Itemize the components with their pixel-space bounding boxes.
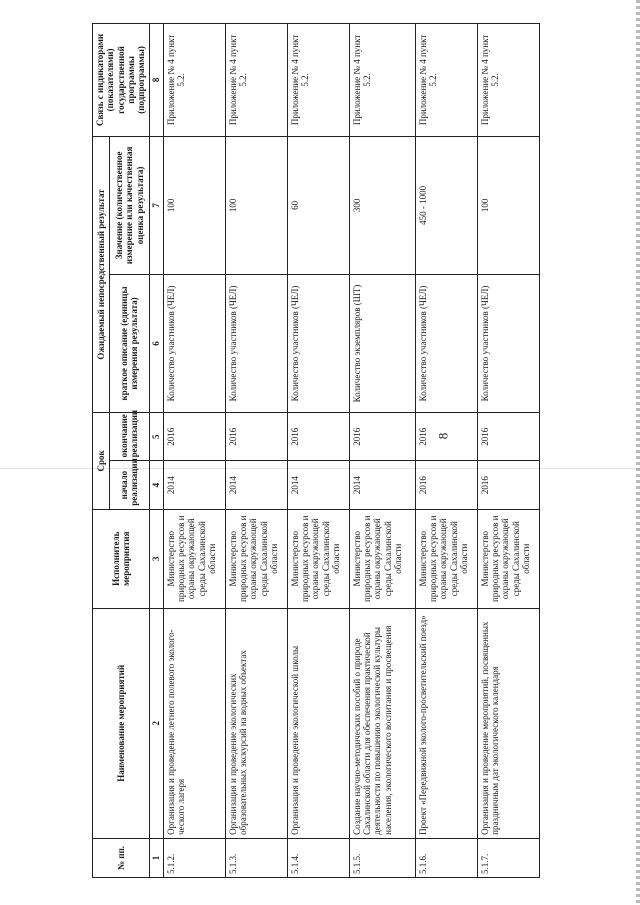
row-name: Организация и проведение экологических образовательных экскурсий на водных объектах [225,608,287,838]
row-value: 450 - 1000 [415,136,477,274]
row-num: 5.1.5. [349,838,415,877]
row-executor: Министерство природных ресурсов и охраны окружающей среды Сахалинской области [163,509,225,608]
col-number: 3 [149,509,163,608]
row-name: Организация и проведение экологической школы [287,608,349,838]
row-link: Приложение № 4 пункт 5.2. [349,24,415,137]
row-num: 5.1.3. [225,838,287,877]
row-value: 100 [225,136,287,274]
row-executor: Министерство природных ресурсов и охраны окружающей среды Сахалинской области [349,509,415,608]
row-end: 2016 [163,413,225,461]
row-start: 2016 [477,461,539,509]
col-number: 1 [149,838,163,877]
row-name: Создание научно-методических пособий о природе Сахалинской области для обеспечения практической деятельности по повышению экологической культуры населения, экологического воспитания и просвещения [349,608,415,838]
row-start: 2016 [415,461,477,509]
row-num: 5.1.2. [163,838,225,877]
row-end: 2016 [477,413,539,461]
col-number: 7 [149,136,163,274]
column-number-row [149,24,163,878]
row-end: 2016 [287,413,349,461]
row-name: Организация и проведение летнего полевого эколого-ческого лагеря [163,608,225,838]
row-num: 5.1.7. [477,838,539,877]
col-number: 6 [149,274,163,412]
table-row [477,24,539,878]
row-start: 2014 [349,461,415,509]
row-executor: Министерство природных ресурсов и охраны окружающей среды Сахалинской области [415,509,477,608]
row-desc: Количество экземпляров (ШТ) [349,274,415,412]
row-value: 300 [349,136,415,274]
row-desc: Количество участников (ЧЕЛ) [163,274,225,412]
table-row [163,24,225,878]
row-executor: Министерство природных ресурсов и охраны окружающей среды Сахалинской области [477,509,539,608]
col-number: 8 [149,24,163,137]
row-link: Приложение № 4 пункт 5.2. [477,24,539,137]
row-link: Приложение № 4 пункт 5.2. [225,24,287,137]
header-executor: Исполнитель мероприятия [93,509,150,608]
row-executor: Министерство природных ресурсов и охраны окружающей среды Сахалинской области [225,509,287,608]
scan-edge [636,0,640,905]
row-start: 2014 [163,461,225,509]
row-value: 100 [163,136,225,274]
row-desc: Количество участников (ЧЕЛ) [415,274,477,412]
row-num: 5.1.4. [287,838,349,877]
header-end: окончание реализации [109,413,149,461]
row-end: 2016 [415,413,477,461]
col-number: 2 [149,608,163,838]
row-link: Приложение № 4 пункт 5.2. [287,24,349,137]
rotated-table-container [92,23,612,878]
table-row [225,24,287,878]
header-desc: краткое описание (единицы измерения результата) [109,274,149,412]
row-value: 100 [477,136,539,274]
row-name: Организация и проведение мероприятий, посвященных праздничным дат экологического календаря [477,608,539,838]
header-expected: Ожидаемый непосредственный результат [93,136,110,412]
row-start: 2014 [287,461,349,509]
row-start: 2014 [225,461,287,509]
row-desc: Количество участников (ЧЕЛ) [287,274,349,412]
row-desc: Количество участников (ЧЕЛ) [477,274,539,412]
row-value: 60 [287,136,349,274]
header-name: Наименование мероприятий [93,608,150,838]
header-num: № пп. [93,838,150,877]
header-start: начало реализации [109,461,149,509]
page-number: 8 [435,432,451,440]
row-executor: Министерство природных ресурсов и охраны окружающей среды Сахалинской области [287,509,349,608]
header-link: Связь с индикаторами (показателями) государственной программы (подпрограммы) [93,24,150,137]
col-number: 5 [149,413,163,461]
row-end: 2016 [225,413,287,461]
row-link: Приложение № 4 пункт 5.2. [415,24,477,137]
table-row [287,24,349,878]
measures-table [92,23,540,878]
header-value: Значение (количественное измерение или качественная оценка результата) [109,136,149,274]
row-name: Проект «Передвижной эколого-просветительский поезд» [415,608,477,838]
row-end: 2016 [349,413,415,461]
row-num: 5.1.6. [415,838,477,877]
header-srok: Срок [93,413,110,510]
table-row [415,24,477,878]
col-number: 4 [149,461,163,509]
table-row [349,24,415,878]
row-link: Приложение № 4 пункт 5.2. [163,24,225,137]
row-desc: Количество участников (ЧЕЛ) [225,274,287,412]
